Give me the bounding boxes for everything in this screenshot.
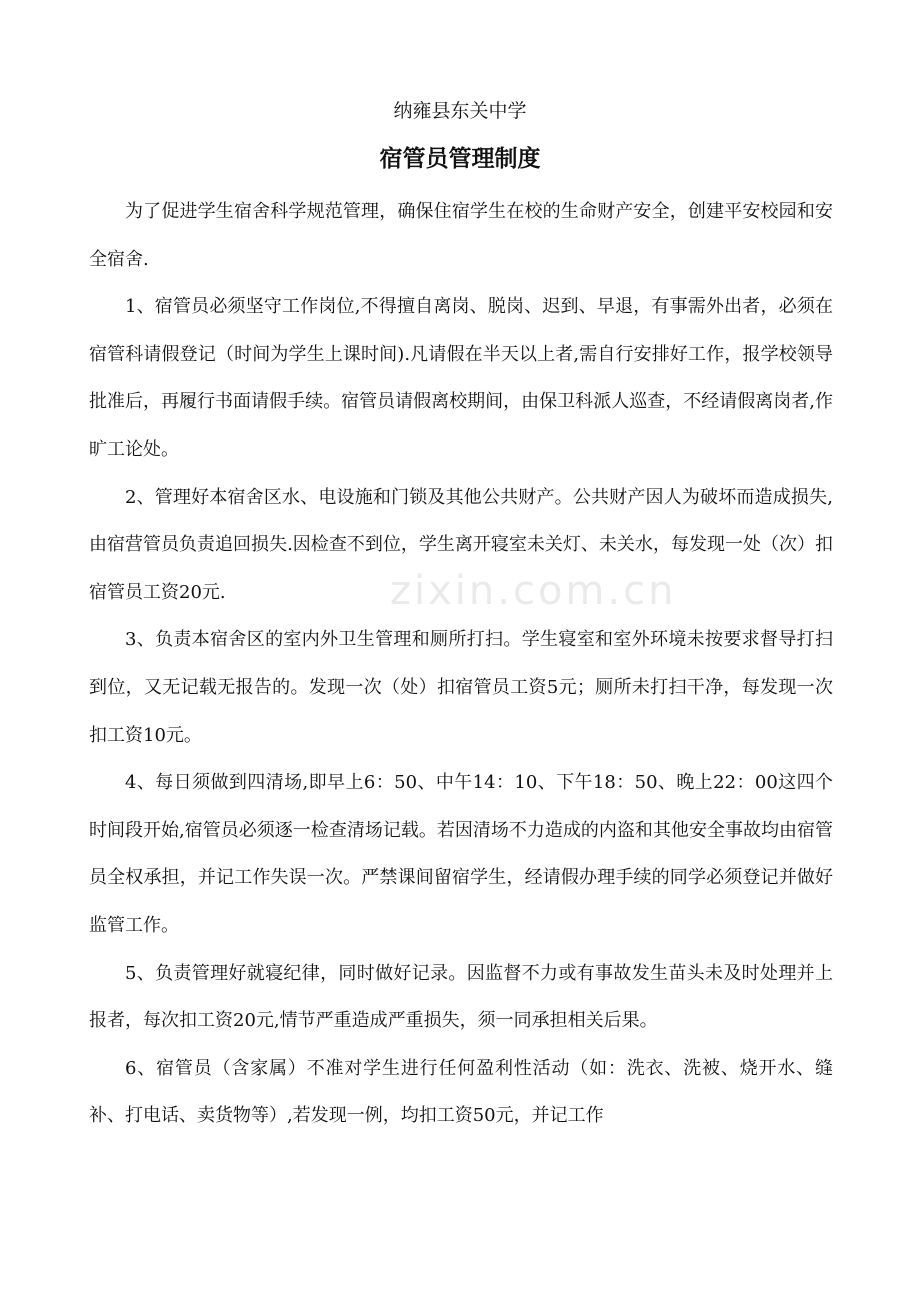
- document-title: 宿管员管理制度: [379, 146, 541, 172]
- document-body: [89, 188, 833, 1140]
- rule-paragraph-4: 4、每日须做到四清场,即早上6：50、中午14：10、下午18：50、晚上22：00这四个时间段开始,宿管员必须逐一检查清场记载。若因清场不力造成的内盗和其他安全事故均由宿管员全权承担，并记工作失误一次。严禁课间留宿学生，经请假办理手续的同学必须登记并做好监管工作。: [89, 772, 833, 936]
- rule-paragraph-5: 5、负责管理好就寝纪律，同时做好记录。因监督不力或有事故发生苗头未及时处理并上报者，每次扣工资20元,情节严重造成严重损失，须一同承担相关后果。: [89, 962, 833, 1032]
- rule-paragraph-6: 6、宿管员（含家属）不准对学生进行任何盈利性活动（如：洗衣、洗被、烧开水、缝补、打电话、卖货物等）,若发现一例，均扣工资50元，并记工作: [89, 1057, 833, 1127]
- watermark-text: zixin.com.cn: [390, 568, 677, 614]
- intro-paragraph: 为了促进学生宿舍科学规范管理，确保住宿学生在校的生命财产安全，创建平安校园和安全宿舍.: [89, 201, 833, 270]
- rule-paragraph-2: 2、管理好本宿舍区水、电设施和门锁及其他公共财产。公共财产因人为破坏而造成损失,由宿营管员负责追回损失.因检查不到位，学生离开寝室未关灯、未关水，每发现一处（次）扣宿管员工资20元.: [89, 486, 833, 603]
- rule-paragraph-3: 3、负责本宿舍区的室内外卫生管理和厕所打扫。学生寝室和室外环境未按要求督导打扫到位，又无记载无报告的。发现一次（处）扣宿管员工资5元；厕所未打扫干净，每发现一次扣工资10元。: [89, 629, 833, 746]
- school-name: 纳雍县东关中学: [393, 100, 527, 122]
- rule-paragraph-1: 1、宿管员必须坚守工作岗位,不得擅自离岗、脱岗、迟到、早退，有事需外出者，必须在宿管科请假登记（时间为学生上课时间).凡请假在半天以上者,需自行安排好工作，报学校领导批准后，再履行书面请假手续。宿管员请假离校期间，由保卫科派人巡查，不经请假离岗者,作旷工论处。: [89, 296, 833, 460]
